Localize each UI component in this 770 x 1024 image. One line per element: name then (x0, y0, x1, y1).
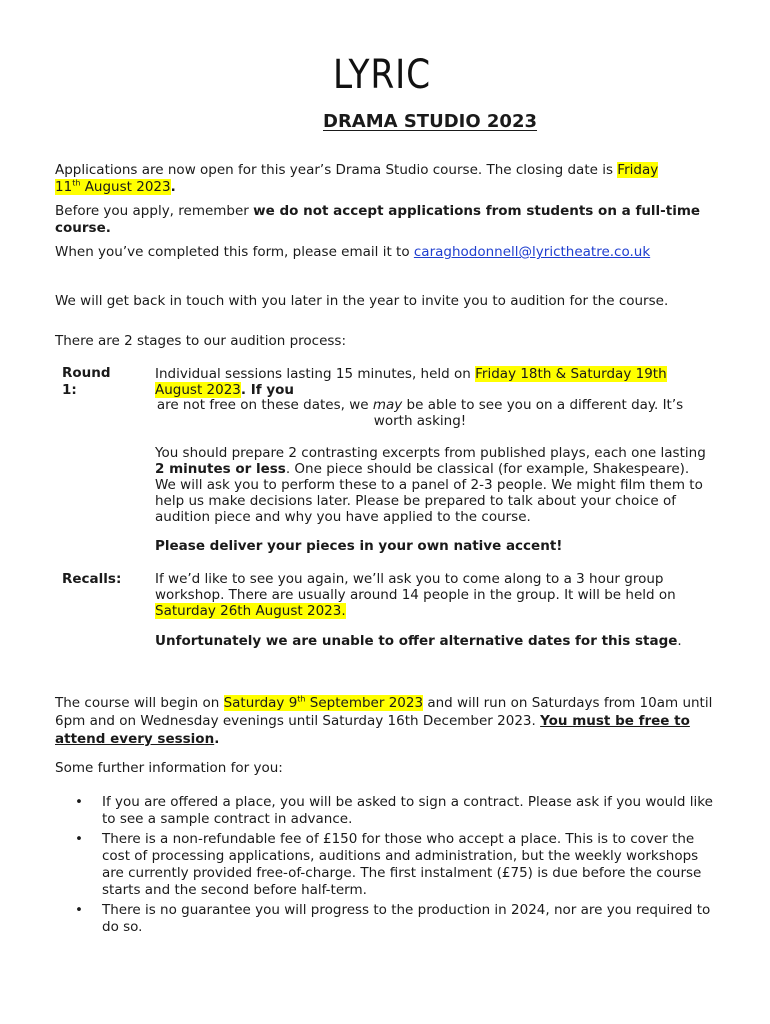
further-info-heading: Some further information for you: (55, 760, 283, 776)
round1-dates-highlight: Friday 18th & Saturday 19th (475, 366, 667, 382)
intro-paragraph-eligibility: Before you apply, remember we do not accept applications from students on a full-time course. (55, 203, 701, 236)
recalls-description: If we’d like to see you again, we’ll ask you to come along to a 3 hour group workshop. There are usually around 14 people in the group. It will be held on Saturday 26th August 2023. (155, 571, 676, 619)
intro-paragraph-closing-date: Applications are now open for this year’s Drama Studio course. The closing date is Friday 11th August 2023. (55, 162, 659, 195)
recalls-label: Recalls: (62, 571, 122, 587)
page-title: DRAMA STUDIO 2023 (323, 111, 538, 132)
round1-alternative-day: are not free on these dates, we may be able to see you on a different day. It’s worth asking! (156, 397, 684, 429)
recall-date-highlight: Saturday 26th August 2023. (155, 603, 346, 619)
course-schedule-paragraph: The course will begin on Saturday 9th September 2023 and will run on Saturdays from 10am until 6pm and on Wednesday evenings until Saturday 16th December 2023. You must be free to attend every session. (55, 694, 713, 747)
course-start-highlight: Saturday 9th September 2023 (223, 694, 424, 711)
email-link[interactable]: caraghodonnell@lyrictheatre.co.uk (413, 244, 651, 260)
round1-label: Round 1: (62, 365, 111, 398)
eligibility-note: we do not accept applications from students on a full-time course. (55, 203, 701, 236)
round1-sessions: Individual sessions lasting 15 minutes, held on Friday 18th & Saturday 19th August 2023. If you (155, 366, 667, 398)
intro-paragraph-contact: We will get back in touch with you later in the year to invite you to audition for the course. (55, 293, 669, 309)
closing-date-highlight: Friday 11th August 2023 (55, 162, 659, 195)
recalls-note: Unfortunately we are unable to offer alternative dates for this stage. (155, 633, 682, 649)
intro-paragraph-email: When you’ve completed this form, please email it to caraghodonnell@lyrictheatre.co.uk (55, 244, 651, 260)
round1-preparation: You should prepare 2 contrasting excerpts from published plays, each one lasting 2 minutes or less. One piece should be classical (for example, Shakespeare). We will ask you to perform these to a panel of 2-3 people. We might film them to help us make decisions later. Please be prepared to talk about your choice of audition piece and why you have applied to the course. (155, 445, 706, 525)
list-item: • There is a non-refundable fee of £150 for those who accept a place. This is to cover the cost of processing applications, auditions and administration, but the weekly workshops are currently provided free-of-charge. The first instalment (£75) is due before the course starts and the second before half-term. (55, 831, 715, 899)
list-item: • There is no guarantee you will progress to the production in 2024, nor are you required to do so. (55, 902, 715, 936)
round1-accent-note: Please deliver your pieces in your own native accent! (155, 538, 563, 554)
further-info-list (55, 794, 715, 939)
lyric-logo: LYRIC (333, 52, 431, 98)
list-item: • If you are offered a place, you will be asked to sign a contract. Please ask if you would like to see a sample contract in advance. (55, 794, 715, 828)
attendance-requirement: You must be free to attend every session (55, 713, 690, 747)
intro-paragraph-stages: There are 2 stages to our audition process: (55, 333, 346, 349)
